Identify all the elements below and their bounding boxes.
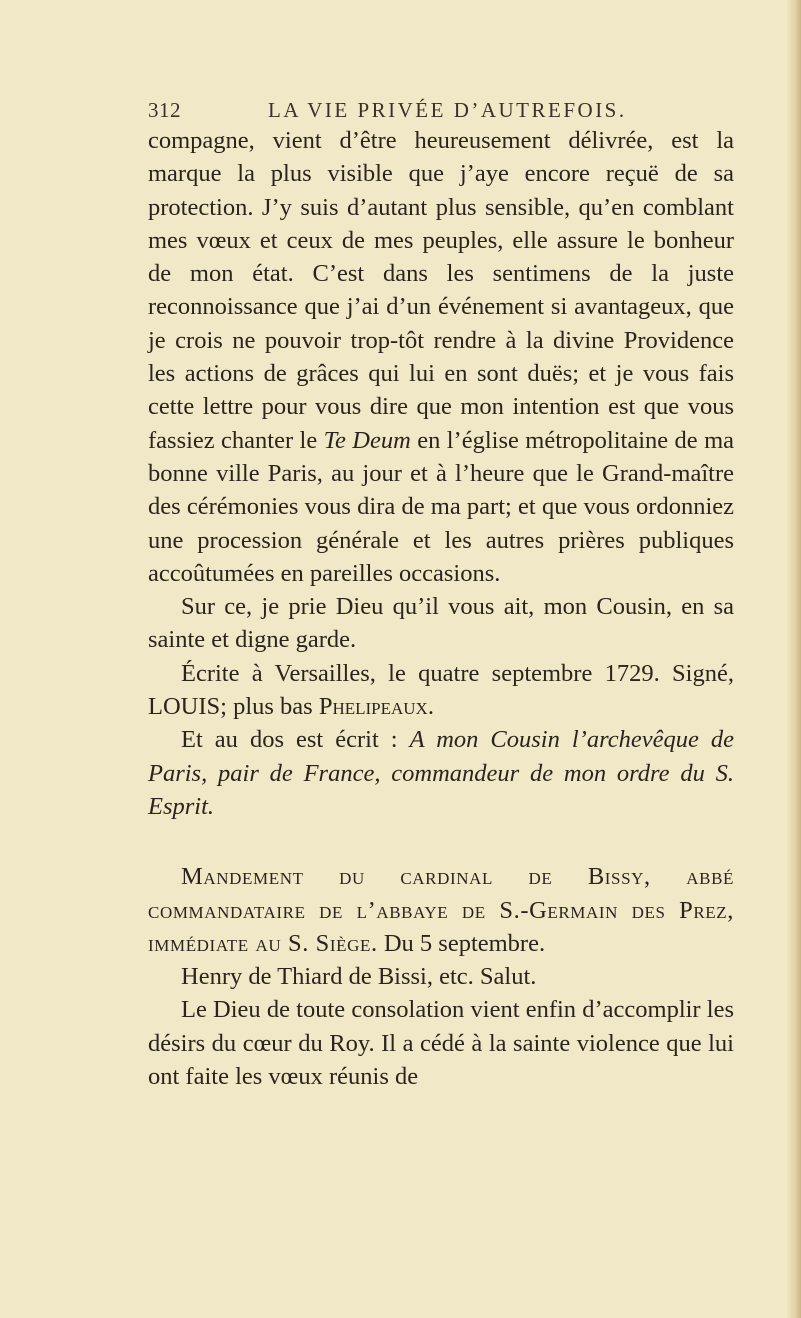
paragraph-closing: Sur ce, je prie Dieu qu’il vous ait, mon Cousin, en sa sainte et digne garde.	[148, 593, 734, 654]
paragraph-salutation: Henry de Thiard de Bissi, etc. Salut.	[181, 963, 537, 991]
body-text	[148, 124, 734, 1093]
paragraph-mandement-body: Le Dieu de toute consolation vient enfin d’accomplir les désirs du cœur du Roy. Il a cédé à la sainte violence que lui ont faite les vœux réunis de	[148, 996, 734, 1091]
paragraph-address: Et au dos est écrit : A mon Cousin l’archevêque de Paris, pair de France, commandeur de mon ordre du S. Esprit.	[148, 726, 734, 820]
paragraph-letter-body: compagne, vient d’être heureusement délivrée, est la marque la plus visible que j’aye encore reçuë de sa protection. J’y suis d’autant plus sensible, qu’en comblant mes vœux et ceux de mes peuples, elle assure le bonheur de mon état. C’est dans les sentimens de la juste reconnoissance que j’ai d’un événement si avantageux, que je crois ne pouvoir trop-tôt rendre à la divine Providence les actions de grâces qui lui en sont duës; et je vous fais cette lettre pour vous dire que mon intention est que vous fassiez chanter le Te Deum en l’église métropolitaine de ma bonne ville Paris, au jour et à l’heure que le Grand-maître des cérémonies vous dira de ma part; et que vous ordonniez une procession générale et les autres prières publiques accoûtumées en pareilles occasions.	[148, 127, 734, 587]
te-deum-italic: Te Deum	[323, 426, 411, 454]
address-italic: A mon Cousin l’archevêque de Paris, pair de France, commandeur de mon ordre du S. Esprit.	[148, 726, 734, 820]
running-title: LA VIE PRIVÉE D’AUTREFOIS.	[268, 98, 627, 122]
paragraph-signature: Écrite à Versailles, le quatre septembre 1729. Signé, LOUIS; plus bas Phelipeaux.	[148, 659, 734, 721]
mandement-title: Mandement du cardinal de Bissy, abbé commandataire de l’abbaye de S.-Germain des Prez, immédiate au S. Siège. Du 5 septembre.	[148, 863, 734, 957]
signature-phelipeaux: Phelipeaux.	[318, 693, 434, 721]
page-edge-shadow	[787, 0, 801, 1318]
section-gap	[148, 823, 734, 860]
page-number: 312	[148, 98, 181, 122]
